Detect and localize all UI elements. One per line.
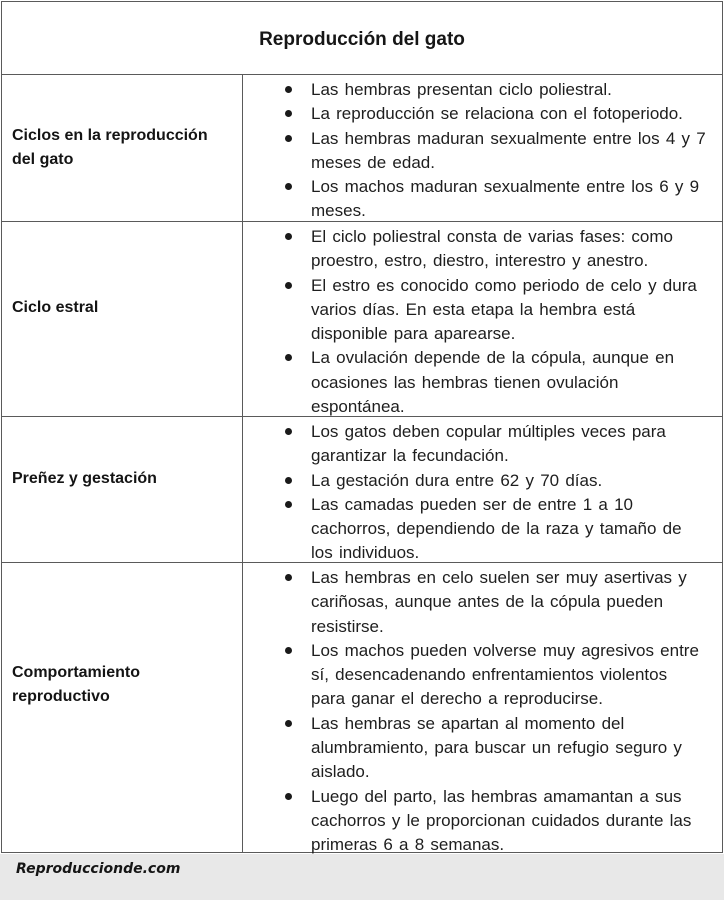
bullet-icon	[285, 647, 292, 654]
list-item	[243, 566, 722, 639]
list-item	[243, 712, 722, 785]
list-item	[243, 639, 722, 712]
bullet-icon	[285, 233, 292, 240]
list-item-text: garantizar la fecundación.	[311, 446, 509, 466]
bullet-icon	[285, 574, 292, 581]
bullet-icon	[285, 135, 292, 142]
row-content-cell	[243, 222, 722, 416]
row-label: reproductivo	[12, 688, 110, 706]
list-item-text: varios días. En esta etapa la hembra está	[311, 299, 636, 319]
list-item-text: los individuos.	[311, 543, 420, 563]
row-label-cell	[2, 417, 243, 562]
list-item	[243, 78, 722, 102]
list-item-text: espontánea.	[311, 397, 405, 417]
list-item-text: El estro es conocido como periodo de celo y dura	[311, 275, 697, 295]
list-item	[243, 175, 722, 224]
row-content-cell	[243, 417, 722, 562]
bullet-icon	[285, 282, 292, 289]
list-item-text: El ciclo poliestral consta de varias fases: como	[311, 227, 673, 246]
list-item-text: primeras 6 a 8 semanas.	[311, 835, 505, 855]
source-watermark: Reproduccionde.com	[16, 861, 181, 877]
row-label-cell	[2, 75, 243, 221]
list-item-text: Luego del parto, las hembras amamantan a sus	[311, 786, 682, 806]
bullet-icon	[285, 183, 292, 190]
table-row-ciclo-estral	[2, 222, 722, 417]
list-item-text: cachorros y le proporcionan cuidados durante las	[311, 810, 692, 830]
list-item	[243, 493, 722, 566]
list-item-text: Las hembras presentan ciclo poliestral.	[311, 80, 612, 99]
bullet-icon	[285, 793, 292, 800]
row-label-cell	[2, 563, 243, 853]
list-item-text: La gestación dura entre 62 y 70 días.	[311, 470, 603, 490]
list-item	[243, 469, 722, 493]
list-item	[243, 225, 722, 274]
list-item-text: La reproducción se relaciona con el fotoperiodo.	[311, 104, 683, 124]
row-content-cell	[243, 563, 722, 853]
bullet-icon	[285, 86, 292, 93]
list-item-text: ocasiones las hembras tienen ovulación	[311, 372, 619, 392]
list-item-text: para ganar el derecho a reproducirse.	[311, 689, 603, 709]
list-item	[243, 127, 722, 176]
row-label: Ciclo estral	[12, 299, 99, 316]
table-row-prenez	[2, 417, 722, 563]
table-row-comportamiento	[2, 563, 722, 853]
list-item-text: Los machos pueden volverse muy agresivos entre	[311, 640, 699, 660]
list-item-text: Las hembras maduran sexualmente entre los 4 y 7	[311, 128, 706, 148]
list-item	[243, 785, 722, 858]
list-item-text: meses de edad.	[311, 152, 435, 172]
table-title-row	[2, 2, 722, 75]
reproduction-table	[1, 1, 723, 853]
row-label: Ciclos en la reproducción	[12, 127, 208, 144]
bullet-icon	[285, 110, 292, 117]
list-item-text: Los machos maduran sexualmente entre los 6 y 9	[311, 177, 700, 197]
list-item-text: sí, desencadenando enfrentamientos violentos	[311, 665, 668, 685]
list-item	[243, 102, 722, 126]
list-item-text: Los gatos deben copular múltiples veces para	[311, 422, 666, 441]
row-label: del gato	[12, 151, 74, 169]
list-item-text: Las camadas pueden ser de entre 1 a 10	[311, 494, 633, 514]
footer-bar	[0, 854, 724, 900]
list-item-text: Las hembras en celo suelen ser muy asertivas y	[311, 568, 687, 587]
bullet-icon	[285, 720, 292, 727]
list-item-text: cariñosas, aunque antes de la cópula pueden	[311, 592, 664, 612]
row-content-cell	[243, 75, 722, 221]
bullet-icon	[285, 354, 292, 361]
list-item-text: cachorros, dependiendo de la raza y tamaño de	[311, 519, 682, 539]
list-item-text: alumbramiento, para buscar un refugio seguro y	[311, 738, 682, 758]
row-label: Preñez y gestación	[12, 470, 157, 487]
list-item	[243, 274, 722, 347]
list-item	[243, 346, 722, 419]
list-item-text: proestro, estro, diestro, interestro y anestro.	[311, 251, 649, 271]
list-item-text: aislado.	[311, 762, 370, 782]
list-item-text: Las hembras se apartan al momento del	[311, 713, 625, 733]
list-item-text: resistirse.	[311, 616, 384, 636]
list-item-text: disponible para aparearse.	[311, 324, 516, 344]
bullet-icon	[285, 501, 292, 508]
row-label-cell	[2, 222, 243, 416]
table-title: Reproducción del gato	[259, 28, 465, 50]
bullet-icon	[285, 428, 292, 435]
list-item-text: La ovulación depende de la cópula, aunque en	[311, 348, 675, 368]
list-item	[243, 420, 722, 469]
list-item-text: meses.	[311, 201, 366, 221]
table-row-ciclos	[2, 75, 722, 222]
bullet-icon	[285, 477, 292, 484]
row-label: Comportamiento	[12, 664, 140, 681]
